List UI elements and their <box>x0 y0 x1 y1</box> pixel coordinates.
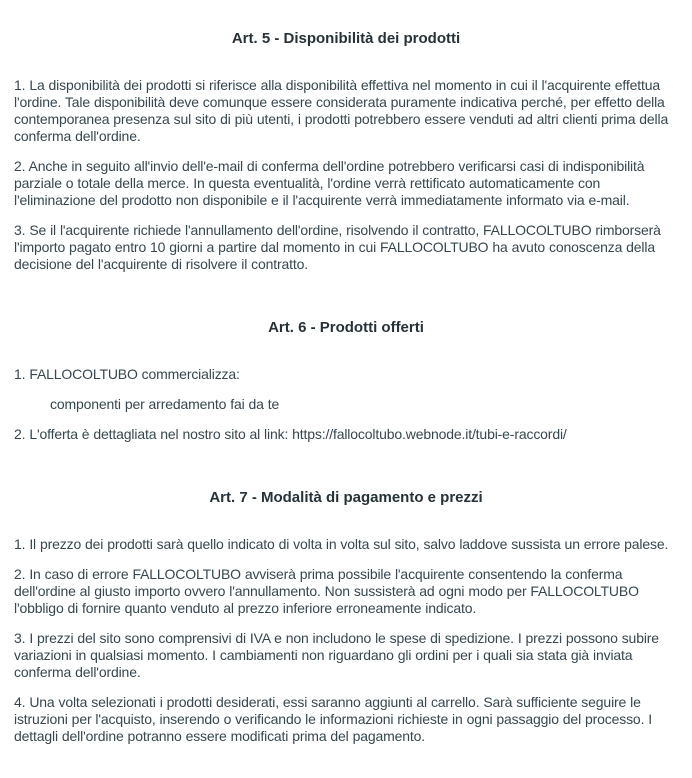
indented-list-item: componenti per arredamento fai da te <box>50 396 280 412</box>
paragraph: 4. Una volta selezionati i prodotti desiderati, essi saranno aggiunti al carrello. Sarà sufficiente seguire le istruzioni per l'acquisto, inserendo o verificando le informazioni richieste in ogni passaggio del processo. I dettagli dell'ordine potranno essere modificati prima del pagamento. <box>14 694 652 744</box>
section-heading: Art. 5 - Disponibilità dei prodotti <box>231 30 461 47</box>
paragraph: 1. FALLOCOLTUBO commercializza: <box>14 366 240 382</box>
paragraph: 3. I prezzi del sito sono comprensivi di IVA e non includono le spese di spedizione. I prezzi possono subire variazioni in qualsiasi momento. I cambiamenti non riguardano gli ordini per i quali sia stata già inviata conferma dell'ordine. <box>14 630 659 680</box>
paragraph: 2. In caso di errore FALLOCOLTUBO avviserà prima possibile l'acquirente consentendo la conferma dell'ordine al giusto importo ovvero l'annullamento. Non sussisterà ad ogni modo per FALLOCOLTUBO l'obbligo di fornire quanto venduto al prezzo inferiore erroneamente indicato. <box>14 566 639 616</box>
paragraph: 2. L'offerta è dettagliata nel nostro sito al link: https://fallocoltubo.webnode.it/tubi-e-raccordi/ <box>14 426 567 442</box>
terms-section <box>14 489 678 745</box>
paragraph: 2. Anche in seguito all'invio dell'e-mail di conferma dell'ordine potrebbero verificarsi casi di indisponibilità parziale o totale della merce. In questa eventualità, l'ordine verrà rettificato automaticamente con l'eliminazione del prodotto non disponibile e il l'acquirente verrà immediatamente informato via e-mail. <box>14 158 645 208</box>
paragraph: 1. La disponibilità dei prodotti si riferisce alla disponibilità effettiva nel momento in cui il l'acquirente effettua l'ordine. Tale disponibilità deve comunque essere considerata puramente indicativa perché, per effetto della contemporanea presenza sul sito di più utenti, i prodotti potrebbero essere venduti ad altri clienti prima della conferma dell'ordine. <box>14 77 669 144</box>
paragraph: 3. Se il l'acquirente richiede l'annullamento dell'ordine, risolvendo il contratto, FALLOCOLTUBO rimborserà l'importo pagato entro 10 giorni a partire dal momento in cui FALLOCOLTUBO ha avuto conoscenza della decisione del l'acquirente di risolvere il contratto. <box>14 222 661 272</box>
paragraph: 1. Il prezzo dei prodotti sarà quello indicato di volta in volta sul sito, salvo laddove sussista un errore palese. <box>14 536 669 552</box>
section-heading: Art. 7 - Modalità di pagamento e prezzi <box>209 489 483 506</box>
terms-section <box>14 30 678 273</box>
terms-section <box>14 319 678 443</box>
section-heading: Art. 6 - Prodotti offerti <box>268 319 424 336</box>
